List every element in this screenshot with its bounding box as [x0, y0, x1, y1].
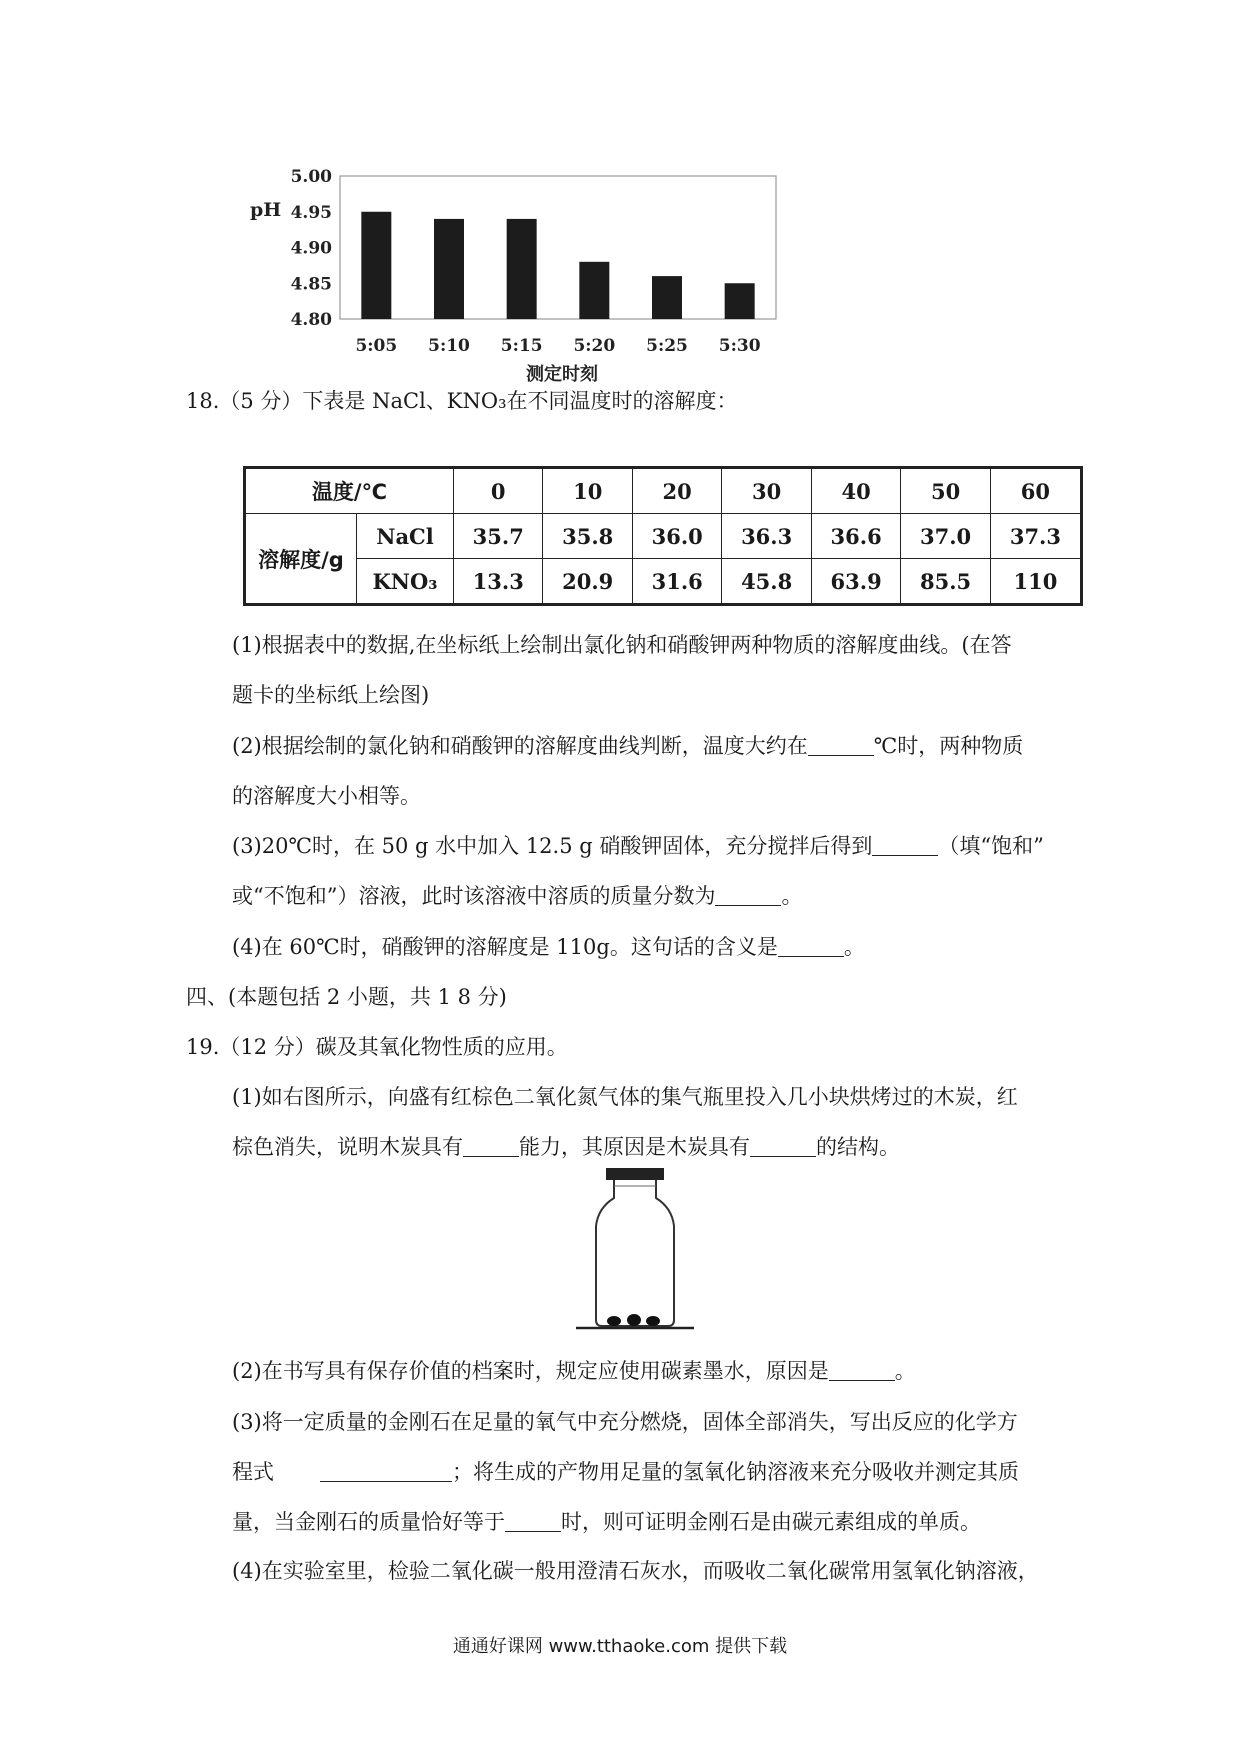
temp-cell: 30: [722, 468, 811, 514]
q18-part4-text-b: 。: [843, 935, 865, 959]
temp-cell: 40: [811, 468, 900, 514]
bar: [507, 219, 537, 319]
value-cell: 110: [990, 559, 1081, 605]
answer-blank[interactable]: [829, 1360, 895, 1381]
q19-part3-text-d: 时，则可证明金刚石是由碳元素组成的单质。: [561, 1510, 981, 1534]
q19-part3-text-a: 程式: [232, 1460, 274, 1484]
answer-blank[interactable]: [808, 735, 874, 756]
charcoal-piece: [646, 1316, 660, 1326]
value-cell: 13.3: [454, 559, 543, 605]
value-cell: 36.3: [722, 514, 811, 559]
q19-part1-text-a: 棕色消失，说明木炭具有: [232, 1135, 463, 1159]
q19-part3-line3: [232, 1508, 981, 1536]
temp-header: 温度/℃: [311, 480, 388, 504]
charcoal-piece: [607, 1316, 621, 1326]
q19-part1-text-c: 的结构。: [816, 1135, 900, 1159]
y-tick-label: 4.85: [290, 274, 332, 295]
q18-part3-text-a: (3)20℃时，在 50 g 水中加入 12.5 g 硝酸钾固体，充分搅拌后得到: [232, 834, 873, 858]
q19-part1-text-b: 能力，其原因是木炭具有: [519, 1135, 750, 1159]
value-cell: 37.3: [990, 514, 1081, 559]
q18-part3-line1: [232, 832, 1044, 860]
q18-part2-line1: [232, 732, 1023, 760]
q19-part3-text-b: ；将生成的产物用足量的氢氧化钠溶液来充分吸收并测定其质: [452, 1460, 1019, 1484]
substance-cell: KNO₃: [357, 559, 454, 605]
q18-part4-line: [232, 933, 865, 961]
table-header-row: [245, 468, 1082, 514]
value-cell: 37.0: [901, 514, 990, 559]
bar: [361, 212, 391, 319]
temp-cell: 60: [990, 468, 1081, 514]
ph-bar-chart: [240, 160, 840, 390]
q18-part1-line2: 题卡的坐标纸上绘图): [232, 683, 430, 707]
x-tick-label: 5:20: [573, 336, 616, 356]
value-cell: 63.9: [811, 559, 900, 605]
value-cell: 85.5: [901, 559, 990, 605]
bar: [652, 276, 682, 319]
answer-blank[interactable]: [778, 936, 844, 957]
q18-part2-text-a: (2)根据绘制的氯化钠和硝酸钾的溶解度曲线判断，温度大约在: [232, 734, 808, 758]
q19-part3-line1: (3)将一定质量的金刚石在足量的氧气中充分燃烧，固体全部消失，写出反应的化学方: [232, 1410, 1018, 1434]
page-footer: 通通好课网 www.tthaoke.com 提供下载: [452, 1636, 788, 1657]
value-cell: 45.8: [722, 559, 811, 605]
table-row: [245, 559, 1082, 605]
value-cell: 36.6: [811, 514, 900, 559]
gas-jar-figure: [570, 1160, 700, 1335]
q18-title: 18.（5 分）下表是 NaCl、KNO₃在不同温度时的溶解度：: [186, 389, 738, 413]
y-tick-label: 5.00: [290, 167, 332, 187]
q19-part2-text-a: (2)在书写具有保存价值的档案时，规定应使用碳素墨水，原因是: [232, 1359, 829, 1383]
value-cell: 36.0: [632, 514, 721, 559]
q18-part3-line2: [232, 882, 802, 910]
bar: [434, 219, 464, 319]
substance-cell: NaCl: [357, 514, 454, 559]
y-tick-label: 4.90: [290, 238, 332, 259]
q18-part4-text-a: (4)在 60℃时，硝酸钾的溶解度是 110g。这句话的含义是: [232, 935, 778, 959]
chart-y-label: pH: [250, 199, 282, 221]
temp-cell: 0: [454, 468, 543, 514]
section-four-heading: 四、(本题包括 2 小题，共 1 8 分): [186, 985, 507, 1009]
answer-blank[interactable]: [505, 1511, 561, 1532]
temp-cell: 20: [632, 468, 721, 514]
x-tick-label: 5:15: [500, 336, 543, 356]
answer-blank[interactable]: [463, 1136, 519, 1157]
y-tick-label: 4.95: [290, 202, 332, 223]
q18-part3-text-b: （填“饱和”: [938, 834, 1044, 858]
q19-part3-line2: [232, 1458, 1019, 1486]
temp-cell: 10: [543, 468, 632, 514]
solubility-header: 溶解度/g: [258, 547, 344, 572]
q19-title: 19.（12 分）碳及其氧化物性质的应用。: [186, 1035, 568, 1059]
x-tick-label: 5:05: [355, 336, 398, 356]
q18-part3-text-d: 。: [781, 884, 803, 908]
jar-stopper: [606, 1168, 664, 1180]
temp-header-cell: [245, 468, 454, 514]
q19-part3-text-c: 量，当金刚石的质量恰好等于: [232, 1510, 505, 1534]
temp-cell: 50: [901, 468, 990, 514]
solubility-header-cell: [245, 514, 357, 605]
q19-part2-line: [232, 1357, 916, 1385]
q18-part3-text-c: 或“不饱和”）溶液，此时该溶液中溶质的质量分数为: [232, 884, 716, 908]
answer-blank[interactable]: [715, 885, 781, 906]
q19-part2-text-b: 。: [894, 1359, 916, 1383]
x-tick-label: 5:30: [718, 336, 761, 356]
value-cell: 31.6: [632, 559, 721, 605]
solubility-table: [243, 466, 1083, 606]
q18-part2-text-b: ℃时，两种物质: [873, 734, 1024, 758]
q19-part4-line1: (4)在实验室里，检验二氧化碳一般用澄清石灰水，而吸收二氧化碳常用氢氧化钠溶液，: [232, 1559, 1039, 1583]
chart-plot-frame: [340, 176, 776, 319]
chart-x-label: 测定时刻: [526, 364, 598, 385]
value-cell: 35.8: [543, 514, 632, 559]
x-tick-label: 5:10: [428, 336, 470, 356]
value-cell: 20.9: [543, 559, 632, 605]
bar: [579, 262, 609, 319]
q19-part1-line2: [232, 1133, 900, 1161]
q19-part1-line1: (1)如右图所示，向盛有红棕色二氧化氮气体的集气瓶里投入几小块烘烤过的木炭，红: [232, 1085, 1018, 1109]
answer-blank[interactable]: [320, 1461, 452, 1482]
q18-part1-line1: (1)根据表中的数据,在坐标纸上绘制出氯化钠和硝酸钾两种物质的溶解度曲线。(在答: [232, 633, 1012, 657]
y-tick-label: 4.80: [290, 310, 332, 330]
table-row: [245, 514, 1082, 559]
q18-part2-line2: 的溶解度大小相等。: [232, 784, 421, 808]
answer-blank[interactable]: [872, 835, 938, 856]
charcoal-piece: [627, 1314, 641, 1326]
value-cell: 35.7: [454, 514, 543, 559]
bar: [725, 283, 755, 319]
answer-blank[interactable]: [750, 1136, 816, 1157]
jar-outline: [596, 1180, 674, 1326]
x-tick-label: 5:25: [646, 336, 688, 356]
